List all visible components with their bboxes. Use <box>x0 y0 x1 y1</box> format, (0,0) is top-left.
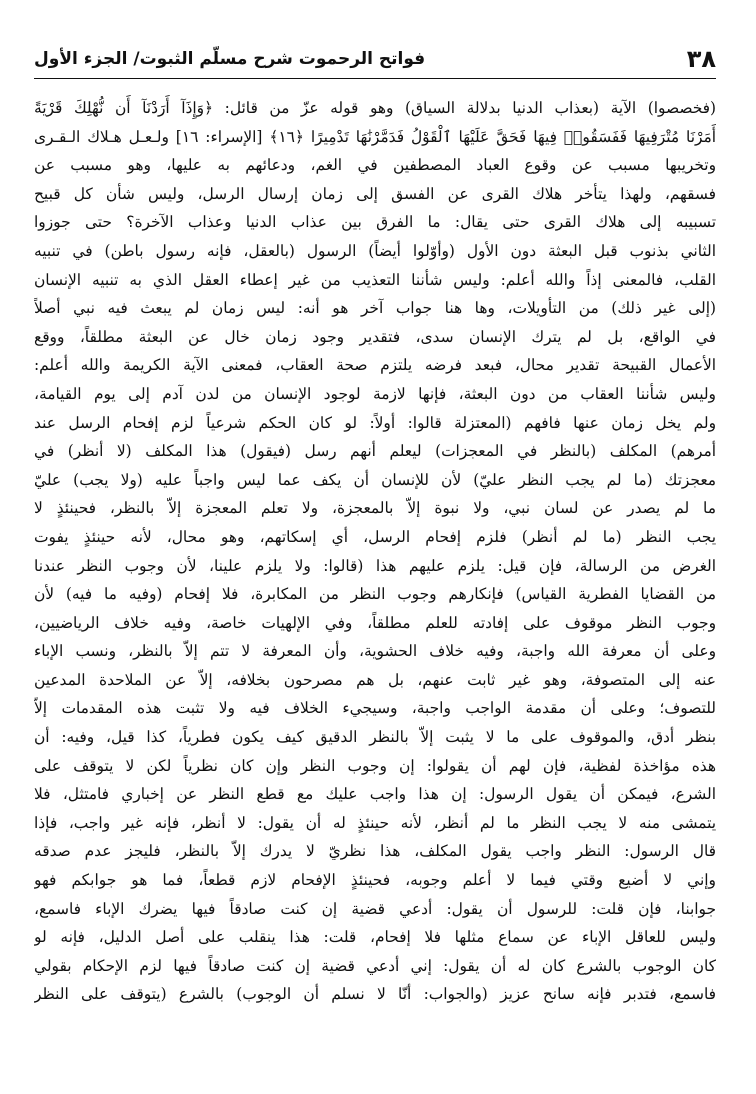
text-line: الثاني بذنوب قبل البعثة دون الأول (وأوّلوا أيضاً) الرسول (بالعقل، فإنه رسول باطن) في تنبيه <box>34 241 716 260</box>
text-line: يتمشى منه لا يجب النظر ما لم أنظر، لأنه حينئذٍ له أن يقول: لا أنظر، فإنه غير واجب، فإذا <box>34 813 716 832</box>
text-line: في الواقع، بل لم يترك الإنسان سدى، فتقدير وجود زمان خال عن البعثة مطلقاً، ووقع <box>34 327 716 346</box>
text-line: وليس شأننا العقاب من دون البعثة، فإنها لازمة لوجود الإنسان من لدن آدم إلى يوم القيامة، <box>34 384 716 403</box>
page-number: ٣٨ <box>686 45 716 73</box>
text-line: أمرهم) المكلف (بالنظر في المعجزات) ليعلم أنهم رسل (فيقول) هذا المكلف (لا أنظر) في <box>34 442 716 461</box>
text-line: (فخصصوا) الآية (بعذاب الدنيا بدلالة السياق) وهو قوله عزّ من قائل: ﴿وَإِذَآ أَرَدْنَآ أَن نُّهْلِكَ قَرْيَةً <box>34 99 716 117</box>
text-line: الغرض من الرسالة، فإن قيل: يلزم عليهم هذا (قالوا: ولا يلزم علينا، لأن وجوب النظر عندنا <box>34 556 716 575</box>
text-line: وعلى أن معرفة الله واجبة، وفيه خلاف الحشوية، وأن المعرفة لا تتم إلاّ بالنظر، ونسب الإباء <box>34 642 716 661</box>
page-body-text <box>34 94 716 1009</box>
text-line: كان الوجوب بالشرع كان له أن يقول: إني أدعي قضية إن كنت صادقاً فيها لزم الإحكام بقولي <box>34 956 716 975</box>
text-line: ما لم يصدر عن لسان نبي، ولا نبوة إلاّ بالمعجزة، ولا تعلم المعجزة إلاّ بالنظر، فحينئذٍ لا <box>34 499 716 518</box>
text-line: من القضايا الفطرية القياس) فإنكارهم وجوب النظر من المكابرة، فلا إفحام (وفيه ما فيه) لأن <box>34 585 716 604</box>
text-line: أَمَرْنَا مُتْرَفِيهَا فَفَسَقُوا۟ فِيهَا فَحَقَّ عَلَيْهَا ٱلْقَوْلُ فَدَمَّرْنَٰهَا تَدْمِيرًا ﴿١٦﴾ [الإسراء: ١٦] ولـعـل هـلاك الـقـرى <box>34 127 716 146</box>
text-line: معجزتك (ما لم يجب النظر عليّ) لأن للإنسان أن يكف عما ليس واجباً عليه (ولا يجب) عليّ <box>34 470 716 489</box>
text-line: يجب النظر (ما لم أنظر) فلزم إفحام الرسل، أي إسكاتهم، وهو محال، لأنه حينئذٍ يفوت <box>34 527 716 546</box>
text-line: عنه إلى المتصوفة، وهو غير ثابت عنهم، بل هم مصرحون بخلافه، إلاّ عن الملاحدة المدعين <box>34 670 716 689</box>
text-line: وإني لا أضيع وقتي فيما لا أعلم وجوبه، فحينئذٍ الإفحام لازم قطعاً، فما هو جوابكم فهو <box>34 871 716 890</box>
text-line: جوابنا، فإن قلت: للرسول أن يقول: أدعي قضية إن كنت صادقاً فيها يضرك الإباء فاسمع، <box>34 899 716 918</box>
text-line: الشرع، فيمكن أن يقول الرسول: إن هذا واجب عليك مع قطع النظر عن إخباري فامتثل، فلا <box>34 785 716 804</box>
text-line: الأعمال القبيحة تقدير محال، فبعد فرضه يلتزم صحة العقاب، فمعنى الآية الكريمة والله أعلم: <box>34 356 716 375</box>
running-title: فواتح الرحموت شرح مسلّم الثبوت/ الجزء الأول <box>34 49 426 69</box>
text-line: وليس للعاقل الإباء عن سماع مثلها فلا إفحام، قلت: هذا ينقلب على أصل الدليل، فإنه لو <box>34 928 716 947</box>
text-line: وجوب النظر موقوف على إفادته للعلم مطلقاً، وفي الإلهيات خاصة، وفيه خلاف الرياضيين، <box>34 613 716 632</box>
page-header <box>34 40 716 79</box>
text-line: ولم يخل زمان عنها فافهم (المعتزلة قالوا: أولاً: لو كان الحكم شرعياً لزم إفحام الرسل عند <box>34 413 716 432</box>
text-line: القلب، فالمعنى إذاً والله أعلم: وليس شأننا التعذيب من غير إعطاء العقل الذي به تنبيه الإنسان <box>34 270 716 289</box>
text-line: قال الرسول: النظر واجب يقول المكلف، هذا نظريّ لا يدرك إلاّ بالنظر، فليجز عدم صدقه <box>34 842 716 861</box>
text-line: تسبيبه إلى هلاك القرى حتى يقال: ما الفرق بين عذاب الدنيا وعذاب الآخرة؟ حتى جوزوا <box>34 213 716 232</box>
text-line: هذه مؤاخذة لفظية، فإن لهم أن يقولوا: إن وجوب النظر وإن كان نظرياً لكن لا يتوقف على <box>34 756 716 775</box>
text-line: فسقهم، ولهذا يتأخر هلاك القرى عن الفسق إلى زمان إرسال الرسل، وليس شأن كل قبيح <box>34 184 716 203</box>
text-line: فاسمع، فتدبر فإنه سانح عزيز (والجواب: أنّا لا نسلم أن الوجوب) بالشرع (يتوقف على النظر <box>34 985 716 1004</box>
text-line: بنظر أدق، والموقوف على ما لا يثبت إلاّ بالنظر الدقيق كيف يكون فطرياً، كذا قيل، وفيه: أن <box>34 728 716 747</box>
text-line: وتخريبها مسبب عن وقوع العباد المصطفين في الغم، ودعائهم به عليها، وهو مسبب عن <box>34 156 716 175</box>
text-line: (إلى غير ذلك) من التأويلات، وها هنا جواب آخر هو أنه: ليس زمان لم يبعث فيه نبي أصلاً <box>34 299 716 318</box>
text-line: للتصوف؛ وعلى أن مقدمة الواجب واجبة، وسيجيء الخلاف فيه ولا تثبت هذه المقدمات إلاّ <box>34 699 716 718</box>
